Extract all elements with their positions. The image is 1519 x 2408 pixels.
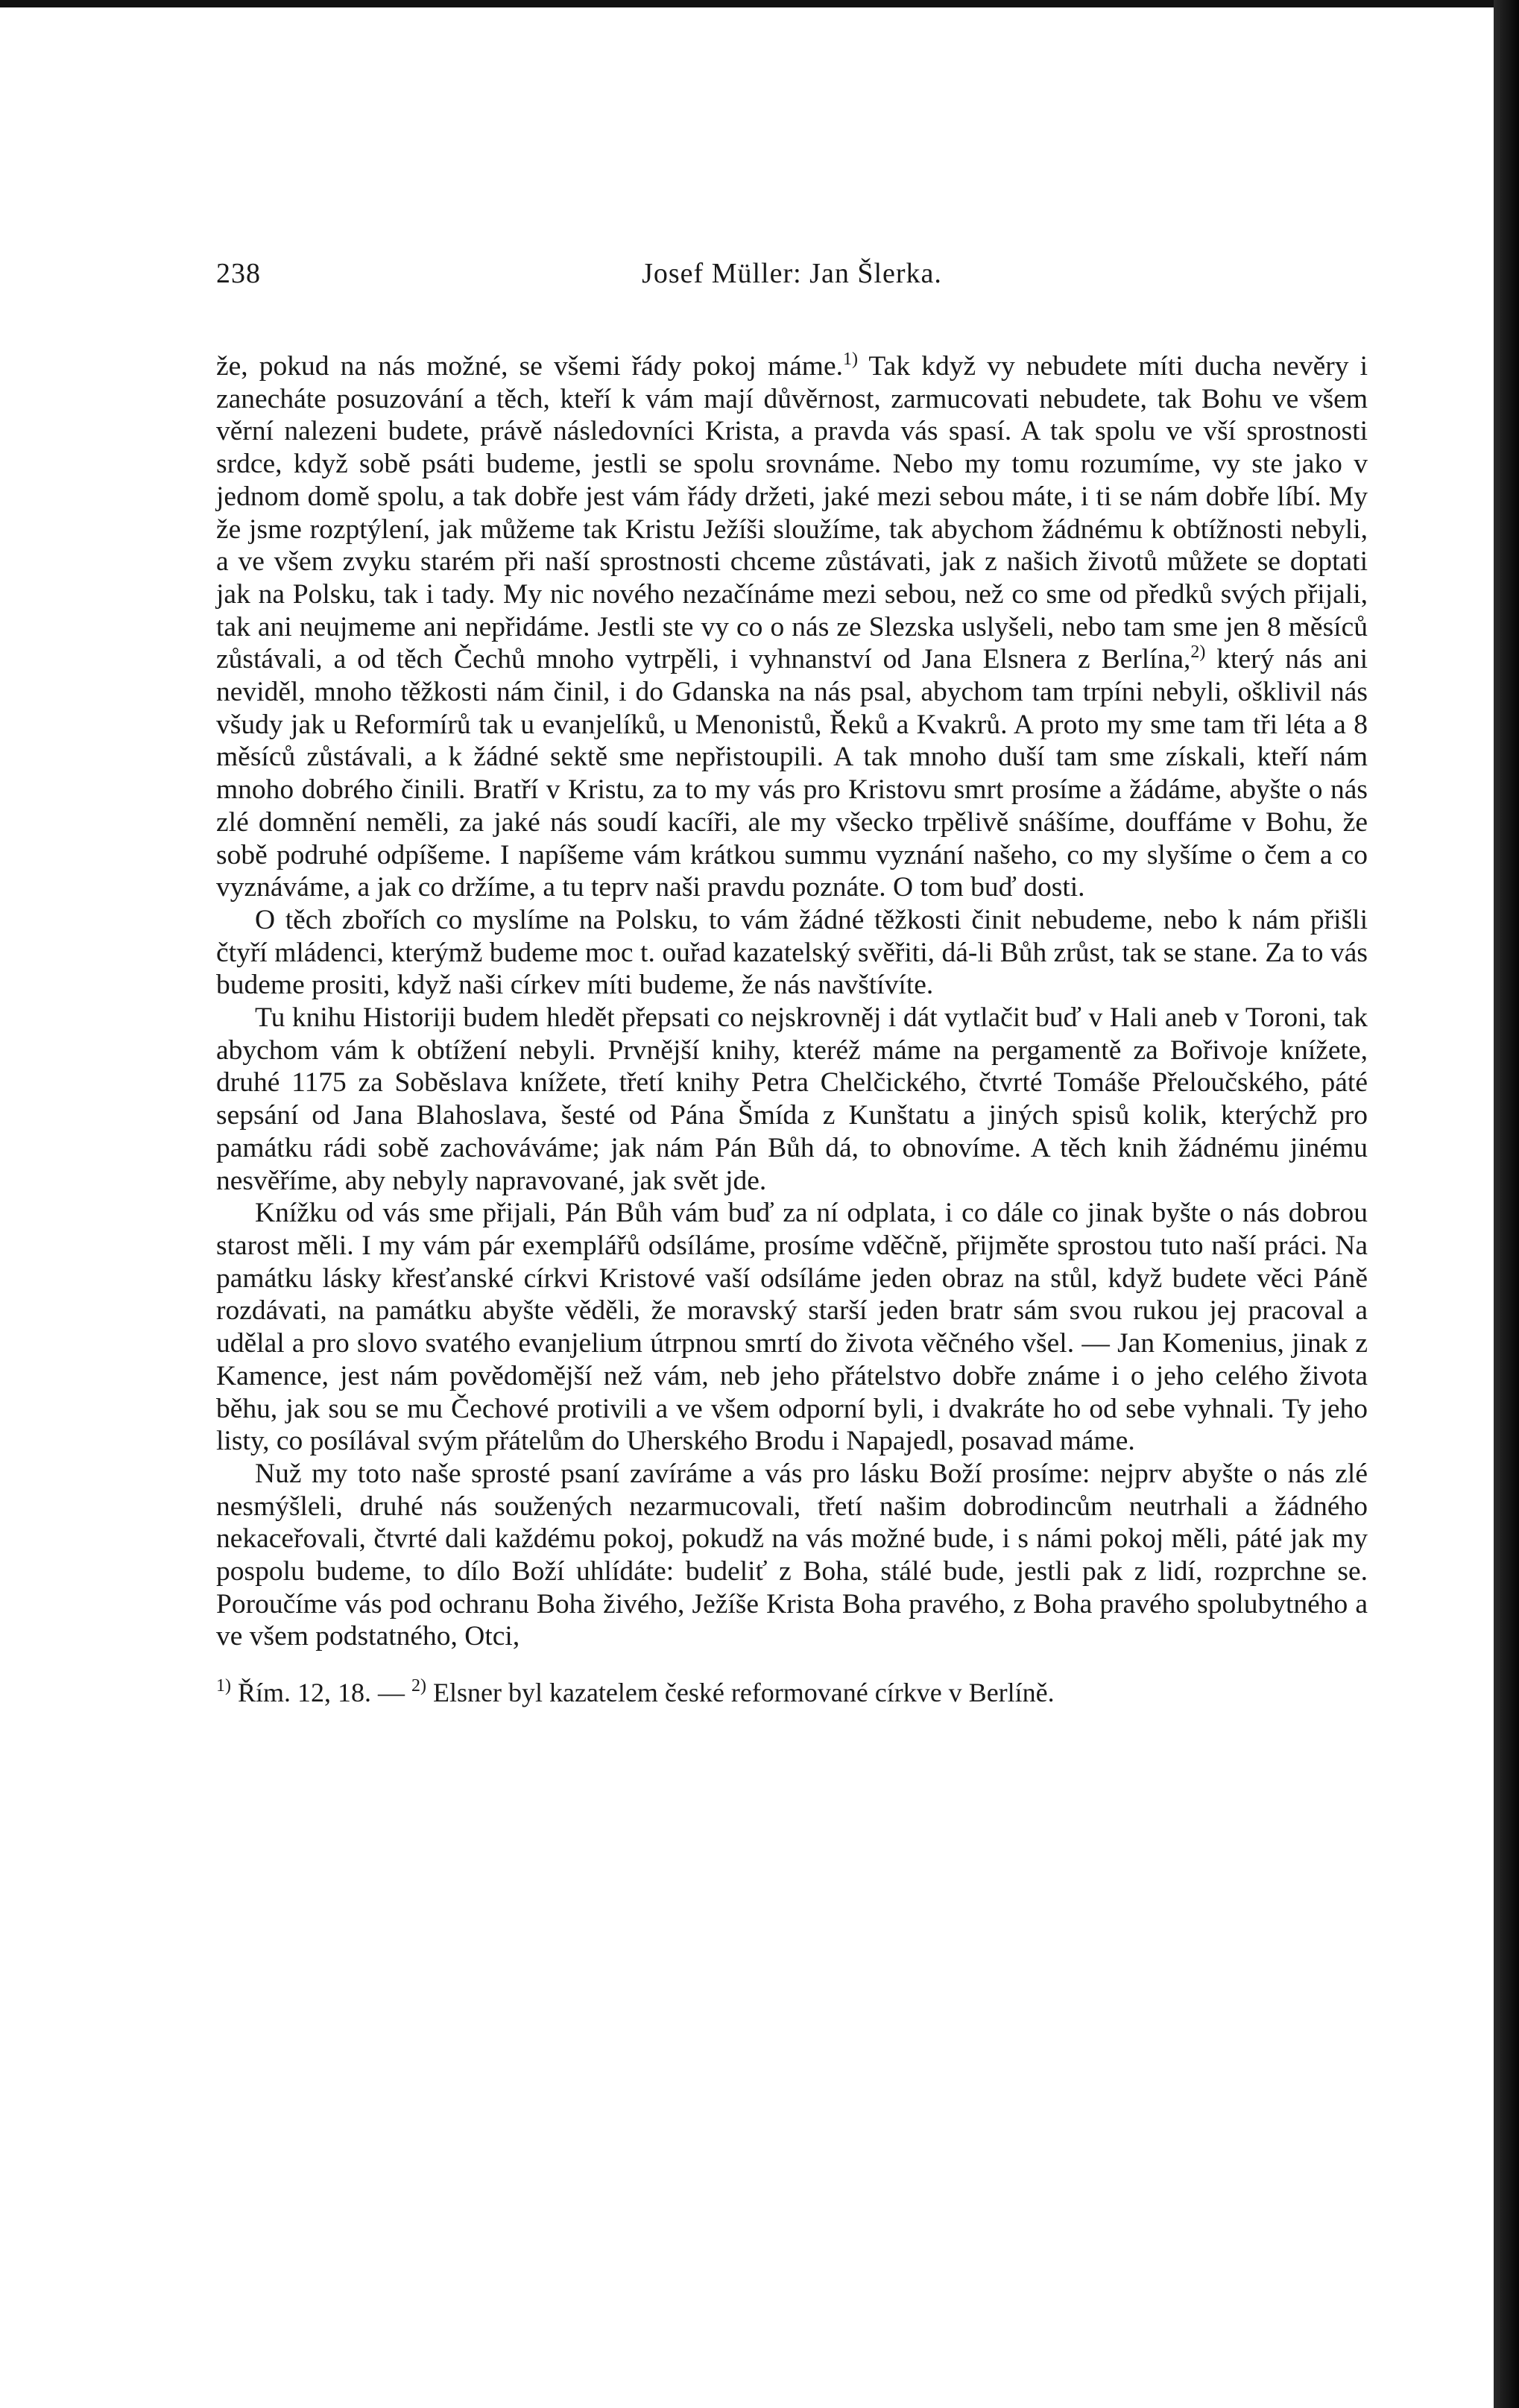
body-text [216, 350, 1368, 1653]
paragraph-1 [216, 350, 1368, 904]
page-header [216, 257, 1368, 309]
paragraph-1-part-a: že, pokud na nás možné, se všemi řády pokoj máme. [216, 351, 843, 382]
paragraph-3: Tu knihu Historiji budem hledět přepsati co nejskrovněj i dát vytlačit buď v Hali aneb v Toroni, tak abychom vám k obtížení nebyli. Prvnější knihy, kteréž máme na pergamentě za Bořivoje knížete, druhé 1175 za Soběslava knížete, třetí knihy Petra Chelčického, čtvrté Tomáše Přeloučského, páté sepsání od Jana Blahoslava, šesté od Pána Šmída z Kunštatu a jiných spisů kolik, kterýchž pro památku rádi sobě zachováváme; jak nám Pán Bůh dá, to obnovíme. A těch knih žádnému jinému nesvěříme, aby nebyly napravované, jak svět jde. [216, 1002, 1368, 1196]
scan-right-edge [1494, 0, 1519, 2408]
paragraph-2: O těch zbořích co myslíme na Polsku, to vám žádné těžkosti činit nebudeme, nebo k nám přišli čtyří mládenci, kterýmž budeme moc t. ouřad kazatelský svěřiti, dá-li Bůh zrůst, tak se stane. Za to vás budeme prositi, když naši církev míti budeme, že nás navštívíte. [216, 904, 1368, 1001]
paragraph-1-part-c: který nás ani neviděl, mnoho těžkosti nám činil, i do Gdanska na nás psal, abychom tam trpíni nebyli, ošklivil nás všudy jak u Reformírů tak u evanjelíků, u Menonistů, Řeků a Kvakrů. A proto my sme tam tři léta a 8 měsíců zůstávali, a k žádné sektě sme nepřistoupili. A tak mnoho duší tam sme získali, kteří nám mnoho dobrého činili. Bratří v Kristu, za to my vás pro Kristovu smrt prosíme a žádáme, abyšte o nás zlé domnění neměli, za jaké nás soudí kacíři, ale my všecko trpělivě snášíme, douffáme v Bohu, že sobě podruhé odpíšeme. I napíšeme vám krátkou summu vyznání našeho, co my slyšíme o čem a co vyznáváme, a jak co držíme, a tu teprv naši pravdu poznáte. O tom buď dosti. [216, 644, 1368, 903]
paragraph-5: Nuž my toto naše sprosté psaní zavíráme a vás pro lásku Boží prosíme: nejprv abyšte o nás zlé nesmýšleli, druhé nás soužených nezarmucovali, třetí našim dobrodincům neutrhali a žádného nekaceřovali, čtvrté dali každému pokoj, pokudž na vás možné bude, i s námi pokoj měli, páté jak my pospolu budeme, to dílo Boží uhlídáte: budeliť z Boha, stálé bude, jestli pak z lidí, rozprchne se. Poroučíme vás pod ochranu Boha živého, Ježíše Krista Boha pravého, z Boha pravého spolubytného a ve všem podstatného, Otci, [216, 1458, 1368, 1652]
footnote-1-text: Řím. 12, 18. — [231, 1678, 412, 1708]
book-page [216, 257, 1368, 1709]
footnote-1-marker: 1) [216, 1676, 231, 1696]
footnote-ref-1: 1) [842, 350, 858, 369]
footnotes [216, 1677, 1368, 1709]
footnote-2-text: Elsner byl kazatelem české reformované církve v Berlíně. [426, 1678, 1055, 1708]
footnote-ref-2: 2) [1190, 642, 1206, 663]
scan-top-edge [0, 0, 1494, 7]
paragraph-1-part-b: Tak když vy nebudete míti ducha nevěry i zanecháte posuzování a těch, kteří k vám mají důvěrnost, zarmucovati nebudete, tak Bohu ve všem věrní nalezeni budete, právě následovníci Krista, a pravda vás spasí. A tak spolu ve vší sprostnosti srdce, když sobě psáti budeme, jestli se spolu srovnáme. Nebo my tomu rozumíme, vy ste jako v jednom domě spolu, a tak dobře jest vám řády držeti, jaké mezi sebou máte, i ti se nám dobře líbí. My že jsme rozptýlení, jak můžeme tak Kristu Ježíši sloužíme, tak abychom žádnému k obtížnosti nebyli, a ve všem zvyku starém při naší sprostnosti chceme zůstávati, jak z našich životů můžete se doptati jak na Polsku, tak i tady. My nic nového nezačínáme mezi sebou, než co sme od předků svých přijali, tak ani neujmeme ani nepřidáme. Jestli ste vy co o nás ze Slezska uslyšeli, nebo tam sme jen 8 měsíců zůstávali, a od těch Čechů mnoho vytrpěli, i vyhnanství od Jana Elsnera z Berlína, [216, 351, 1368, 675]
running-title: Josef Müller: Jan Šlerka. [642, 258, 942, 289]
page-number: 238 [216, 258, 261, 289]
footnote-2-marker: 2) [411, 1676, 427, 1696]
paragraph-4: Knížku od vás sme přijali, Pán Bůh vám buď za ní odplata, i co dále co jinak byšte o nás dobrou starost měli. I my vám pár exemplářů odsíláme, prosíme vděčně, přijměte sprostou tuto naší práci. Na památku lásky křesťanské církvi Kristové vaší odsíláme jeden obraz na stůl, když budete věci Páně rozdávati, na památku abyšte věděli, že moravský starší jeden bratr sám svou rukou jej pracoval a udělal a pro slovo svatého evanjelium útrpnou smrtí do života věčného všel. — Jan Komenius, jinak z Kamence, jest nám povědomější než vám, neb jeho přátelstvo dobře známe i o jeho celého života běhu, jak sou se mu Čechové protivili a ve všem odporní byli, i dvakráte ho od sebe vyhnali. Ty jeho listy, co posílával svým přátelům do Uherského Brodu i Napajedl, posavad máme. [216, 1198, 1368, 1457]
